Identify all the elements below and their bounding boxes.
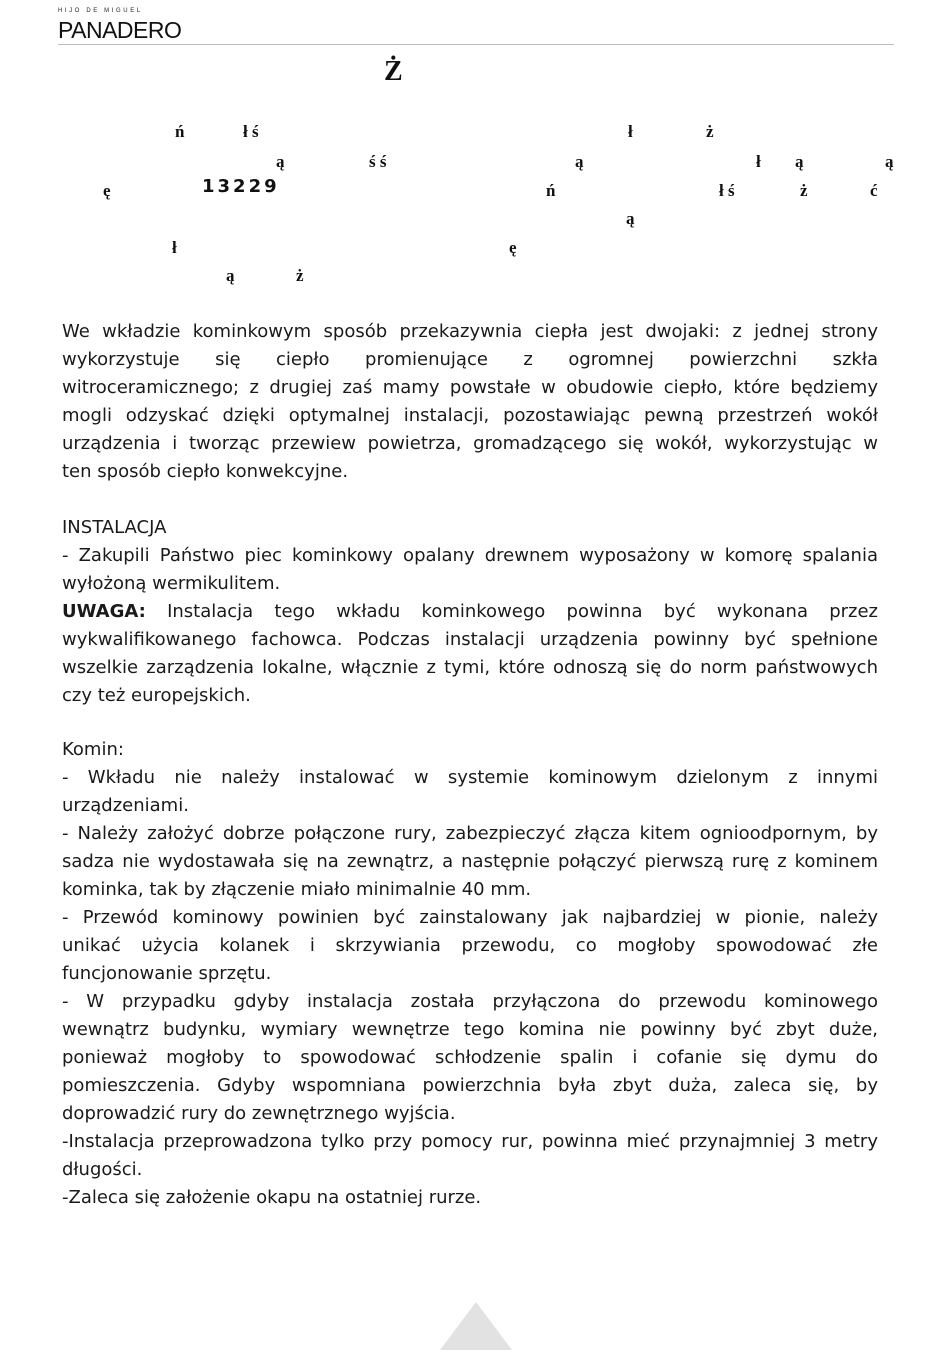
intro-glyph: ł (756, 152, 761, 171)
installation-section (62, 514, 878, 710)
intro-glyph: ł (172, 238, 177, 257)
intro-glyph: ż (706, 122, 714, 141)
paragraph-line: - Przewód kominowy powinien być zainstalowany jak najbardziej w pionie, należy (62, 907, 878, 928)
paragraph-line: doprowadzić rury do zewnętrznego wyjścia. (62, 1103, 456, 1124)
brand-logo: PANADERO (58, 17, 182, 43)
paragraph-line: witroceramicznego; z drugiej zaś mamy powstałe w obudowie ciepło, które będziemy (62, 377, 878, 398)
intro-glyph: ć (870, 181, 878, 200)
section-heading: Komin: (62, 739, 124, 760)
paragraph-line: funcjonowanie sprzętu. (62, 963, 272, 984)
page-header (58, 8, 894, 45)
paragraph-line: wykorzystuje się ciepło promienujące z ogromnej powierzchni szkła (62, 349, 878, 370)
paragraph-line: wewnątrz budynku, wymiary wewnętrze tego komina nie powinny być zbyt duże, (62, 1019, 878, 1040)
intro-glyph: ż (800, 181, 808, 200)
paragraph-line: -Zaleca się założenie okapu na ostatniej rurze. (62, 1187, 482, 1208)
paragraph-line: - Wkładu nie należy instalować w systemie kominowym dzielonym z innymi (62, 767, 878, 788)
paragraph-line: - Zakupili Państwo piec kominkowy opalany drewnem wyposażony w komorę spalania (62, 545, 878, 566)
intro-glyph: ą (626, 209, 635, 228)
paragraph-line: mogli odzyskać dzięki optymalnej instalacji, pozostawiając pewną przestrzeń wokół (62, 405, 878, 426)
document-number: 13229 (202, 176, 280, 197)
warning-text: Instalacja tego wkładu kominkowego powinna być wykonana przez (167, 601, 878, 622)
paragraph-line: ten sposób ciepło konwekcyjne. (62, 461, 349, 482)
title-glyph: Ż (384, 56, 403, 87)
paragraph-line: -Instalacja przeprowadzona tylko przy pomocy rur, powinna mieć przynajmniej 3 metry (62, 1131, 878, 1152)
paragraph-line: sadza nie wydostawała się na zewnątrz, a następnie połączyć pierwszą rurę z kominem (62, 851, 878, 872)
intro-glyph: ń (546, 181, 556, 200)
intro-glyph: ę (103, 181, 111, 200)
paragraph-line: urządzenia i tworząc przewiew powietrza, gromadzącego się wokół, wykorzystując w (62, 433, 878, 454)
intro-glyph: ł ś (719, 181, 735, 200)
warning-label: UWAGA: (62, 601, 146, 622)
intro-glyph: ł (628, 122, 633, 141)
intro-glyph: ą (795, 152, 804, 171)
paragraph-line: wyłożoną wermikulitem. (62, 573, 281, 594)
paragraph-line: wykwalifikowanego fachowca. Podczas instalacji urządzenia powinny być spełnione (62, 629, 878, 650)
page-marker-triangle (440, 1302, 512, 1350)
paragraph-line: - Należy założyć dobrze połączone rury, zabezpieczyć złącza kitem ognioodpornym, by (62, 823, 878, 844)
intro-glyph: ę (509, 238, 517, 257)
intro-glyph: ą (885, 152, 894, 171)
intro-glyph: ń (175, 122, 185, 141)
paragraph-line: unikać użycia kolanek i skrzywiania przewodu, co mogłoby spowodować złe (62, 935, 878, 956)
paragraph-line: czy też europejskich. (62, 685, 251, 706)
logo-subtitle: HIJO DE MIGUEL (58, 8, 143, 14)
paragraph-line: We wkładzie kominkowym sposób przekazywnia ciepła jest dwojaki: z jednej strony (62, 321, 878, 342)
intro-glyph: ą (575, 152, 584, 171)
heat-transfer-paragraph (62, 318, 878, 486)
intro-glyph: ą (276, 152, 285, 171)
paragraph-line: pomieszczenia. Gdyby wspomniana powierzchnia była zbyt duża, zaleca się, by (62, 1075, 878, 1096)
paragraph-line: wszelkie zarządzenia lokalne, włącznie z tymi, które odnoszą się do norm państwowych (62, 657, 878, 678)
paragraph-line: ponieważ mogłoby to spowodować schłodzenie spalin i cofanie się dymu do (62, 1047, 878, 1068)
paragraph-line: - W przypadku gdyby instalacja została przyłączona do przewodu kominowego (62, 991, 878, 1012)
paragraph-line: kominka, tak by złączenie miało minimalnie 40 mm. (62, 879, 532, 900)
intro-glyph: ą (226, 266, 235, 285)
section-heading: INSTALACJA (62, 517, 167, 538)
paragraph-line: urządzeniami. (62, 795, 189, 816)
warning-line (62, 598, 878, 626)
chimney-section (62, 736, 878, 1212)
intro-glyph: ś ś (369, 152, 387, 171)
intro-glyph: ł ś (243, 122, 259, 141)
paragraph-line: długości. (62, 1159, 143, 1180)
intro-glyph: ż (296, 266, 304, 285)
